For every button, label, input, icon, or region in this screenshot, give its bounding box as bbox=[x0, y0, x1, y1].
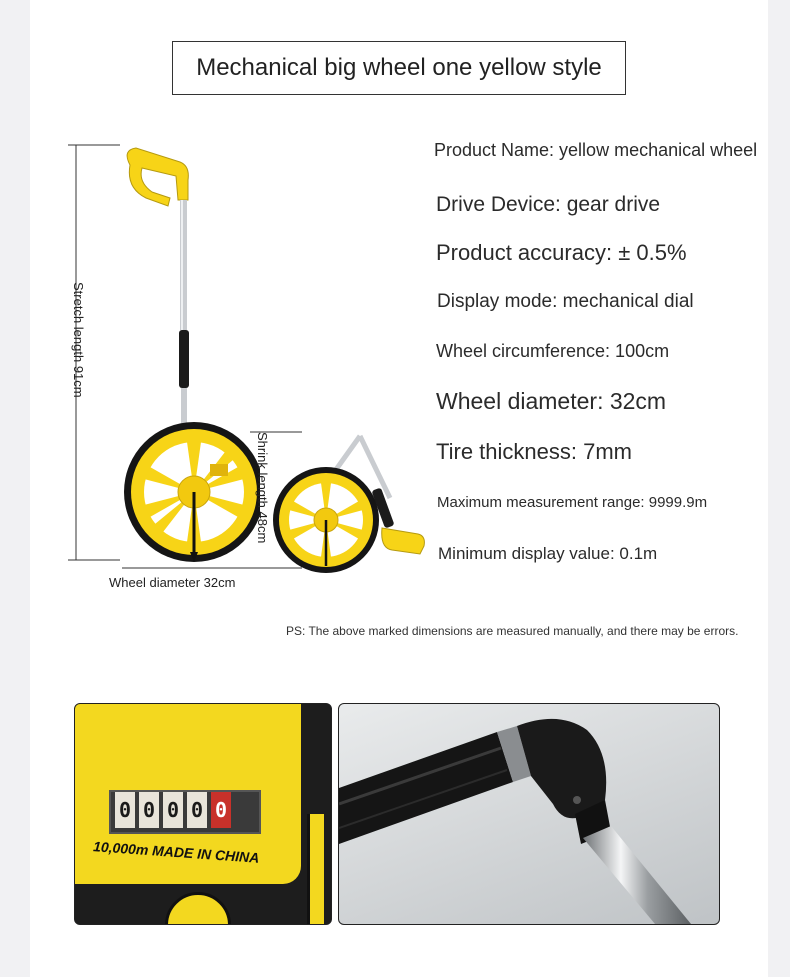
spec-tire-thickness: Tire thickness: 7mm bbox=[436, 439, 633, 464]
handle-joint-photo bbox=[338, 703, 720, 925]
spec-display-mode: Display mode: mechanical dial bbox=[437, 291, 694, 312]
counter-side-bracket bbox=[307, 814, 324, 924]
counter-digit: 0 bbox=[163, 792, 183, 828]
counter-closeup-photo bbox=[74, 703, 332, 925]
counter-window bbox=[109, 790, 261, 834]
measurement-note: PS: The above marked dimensions are measured manually, and there may be errors. bbox=[286, 624, 739, 638]
spec-diameter: Wheel diameter: 32cm bbox=[436, 388, 667, 414]
handle-joint-illustration bbox=[339, 704, 719, 924]
spec-circumference: Wheel circumference: 100cm bbox=[436, 341, 670, 361]
counter-digit: 0 bbox=[187, 792, 207, 828]
wheel-extended-illustration bbox=[60, 140, 260, 580]
spec-max-range: Maximum measurement range: 9999.9m bbox=[437, 494, 708, 511]
spec-min-display: Minimum display value: 0.1m bbox=[438, 544, 658, 563]
counter-knob bbox=[165, 892, 231, 925]
wheel-diameter-label: Wheel diameter 32cm bbox=[109, 575, 236, 590]
shrink-length-label: Shrink length 48cm bbox=[255, 432, 270, 544]
spec-product-name: Product Name: yellow mechanical wheel bbox=[434, 140, 758, 160]
spec-drive-device: Drive Device: gear drive bbox=[436, 193, 661, 216]
spec-accuracy: Product accuracy: ± 0.5% bbox=[436, 240, 687, 265]
counter-digit: 0 bbox=[115, 792, 135, 828]
stretch-length-label: Stretch length 91cm bbox=[71, 282, 86, 398]
product-page bbox=[30, 0, 768, 977]
counter-digit: 0 bbox=[139, 792, 159, 828]
page-title: Mechanical big wheel one yellow style bbox=[172, 41, 626, 95]
wheel-folded-illustration bbox=[242, 428, 432, 578]
counter-label: 10,000m MADE IN CHINA bbox=[92, 838, 260, 866]
counter-digit-red: 0 bbox=[211, 792, 231, 828]
